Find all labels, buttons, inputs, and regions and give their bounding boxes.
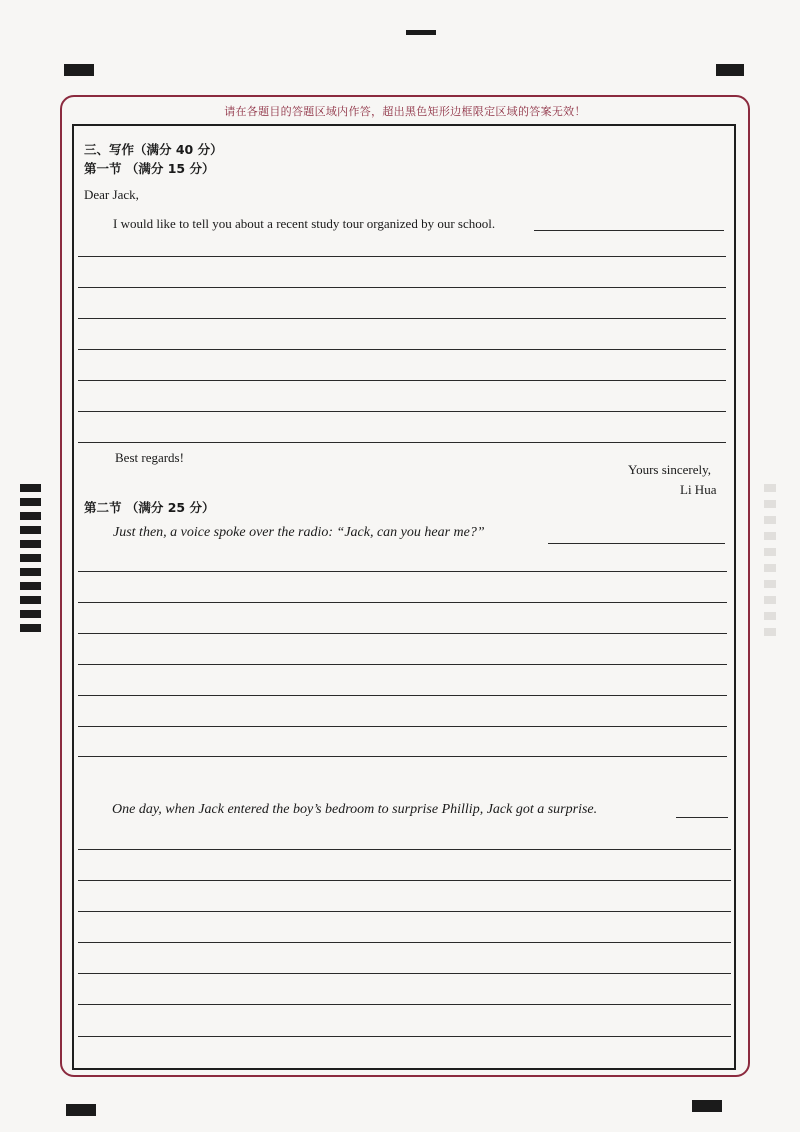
writing-line[interactable]: [78, 756, 727, 757]
writing-line[interactable]: [78, 695, 727, 696]
side-timing-marks: [20, 484, 42, 638]
answer-area-notice: 请在各题目的答题区域内作答，超出黑色矩形边框限定区域的答案无效！: [224, 105, 586, 118]
continuation-prompt-1: Just then, a voice spoke over the radio: “Jack, can you hear me?”: [113, 525, 485, 540]
alignment-mark-bottom-right: [692, 1100, 722, 1112]
writing-line[interactable]: [78, 571, 727, 572]
writing-line[interactable]: [78, 849, 731, 850]
letter-opening-sentence: I would like to tell you about a recent study tour organized by our school.: [113, 216, 496, 231]
writing-line[interactable]: [78, 880, 731, 881]
writing-line[interactable]: [78, 349, 726, 350]
alignment-mark-top: [406, 30, 436, 35]
writing-line[interactable]: [78, 380, 726, 381]
writing-line[interactable]: [78, 318, 726, 319]
writing-line[interactable]: [78, 602, 727, 603]
writing-line[interactable]: [78, 1036, 731, 1037]
alignment-mark-top-right: [716, 64, 744, 76]
writing-line[interactable]: [78, 287, 726, 288]
section-title: 三、写作（满分 40 分）: [84, 142, 223, 157]
continuation-prompt-2: One day, when Jack entered the boy’s bedroom to surprise Phillip, Jack got a surprise.: [112, 802, 598, 817]
letter-closing: Best regards!: [115, 450, 184, 465]
writing-line[interactable]: [78, 1004, 731, 1005]
writing-line[interactable]: [534, 230, 724, 231]
letter-salutation: Dear Jack,: [84, 187, 139, 202]
writing-line[interactable]: [78, 442, 726, 443]
writing-line[interactable]: [78, 664, 727, 665]
writing-line[interactable]: [676, 817, 728, 818]
writing-line[interactable]: [78, 411, 726, 412]
writing-line[interactable]: [78, 633, 727, 634]
writing-line[interactable]: [78, 973, 731, 974]
part2-title: 第二节 （满分 25 分）: [84, 500, 215, 515]
faded-timing-marks: [764, 484, 778, 644]
alignment-mark-bottom-left: [66, 1104, 96, 1116]
writing-line[interactable]: [548, 543, 725, 544]
part1-title: 第一节 （满分 15 分）: [84, 161, 215, 176]
letter-signoff: Yours sincerely,: [628, 462, 712, 477]
writing-line[interactable]: [78, 256, 726, 257]
writing-line[interactable]: [78, 911, 731, 912]
writing-line[interactable]: [78, 942, 731, 943]
writing-line[interactable]: [78, 726, 727, 727]
letter-signature: Li Hua: [680, 482, 717, 497]
answer-area-inner-frame: [72, 124, 736, 1070]
alignment-mark-top-left: [64, 64, 94, 76]
